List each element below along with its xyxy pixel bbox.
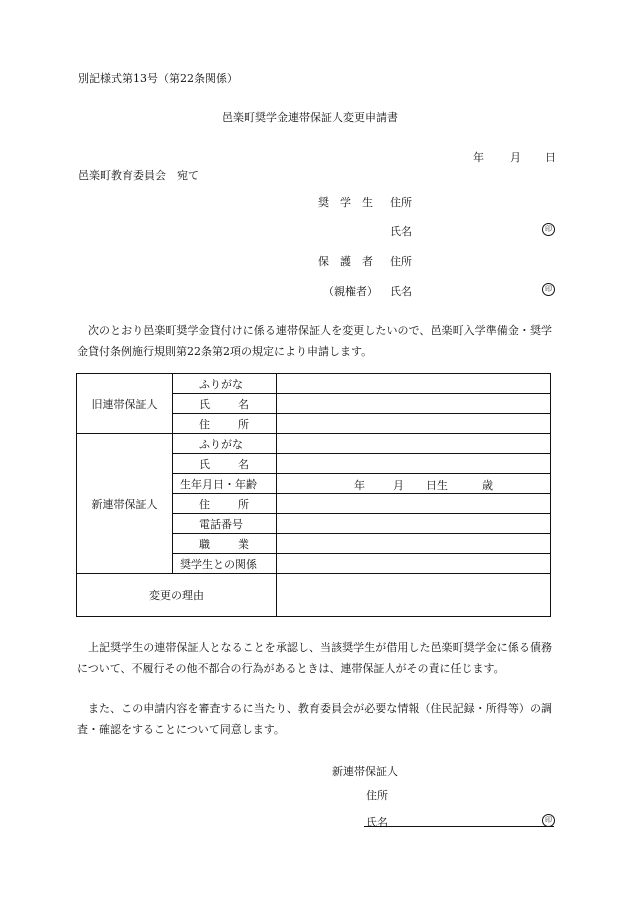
signature-address-label: 住所: [366, 789, 388, 802]
new-name-label: 氏 名: [173, 454, 277, 474]
student-seal-icon: 印: [542, 223, 555, 236]
intro-paragraph: 次のとおり邑楽町奨学金貸付けに係る連帯保証人を変更したいので、邑楽町入学準備金・奨学金貸付条例施行規則第22条第2項の規定により申請します。: [77, 324, 552, 358]
form-number: 別記様式第13号（第22条関係）: [78, 72, 238, 85]
date-year-label: 年: [473, 151, 484, 164]
reason-field[interactable]: [277, 574, 551, 617]
date-day-label: 日: [545, 151, 556, 164]
birth-month: 月: [393, 479, 404, 492]
new-occupation-label: 職 業: [173, 534, 277, 554]
birth-age: 歳: [482, 479, 493, 492]
old-name-label: 氏 名: [173, 394, 277, 414]
birth-year: 年: [354, 479, 365, 492]
new-phone-field[interactable]: [277, 514, 551, 534]
guarantor-table: [76, 373, 551, 617]
pledge-paragraph: 上記奨学生の連帯保証人となることを承認し、当該奨学生が借用した邑楽町奨学金に係る債務について、不履行その他不都合の行為があるときは、連帯保証人がその責に任じます。: [77, 641, 552, 675]
signature-name-label: 氏名: [366, 816, 388, 829]
new-phone-label: 電話番号: [173, 514, 277, 534]
new-address-field[interactable]: [277, 494, 551, 514]
old-furigana-field[interactable]: [277, 374, 551, 394]
new-birth-field[interactable]: [277, 474, 551, 494]
old-guarantor-label: 旧連帯保証人: [77, 374, 173, 434]
addressee: 邑楽町教育委員会 宛て: [78, 169, 199, 182]
signature-underline: [364, 826, 554, 827]
date-month-label: 月: [510, 151, 521, 164]
old-address-field[interactable]: [277, 414, 551, 434]
guardian-seal-icon: 印: [542, 283, 555, 296]
guardian-label: 保 護 者: [318, 255, 373, 268]
signature-seal-icon: 印: [542, 814, 555, 827]
new-occupation-field[interactable]: [277, 534, 551, 554]
old-address-label: 住 所: [173, 414, 277, 434]
birth-day: 日生: [426, 479, 448, 492]
consent-paragraph: また、この申請内容を審査するに当たり、教育委員会が必要な情報（住民記録・所得等）の調査・確認をすることについて同意します。: [77, 702, 552, 736]
new-relation-field[interactable]: [277, 554, 551, 574]
new-guarantor-label: 新連帯保証人: [77, 434, 173, 574]
new-relation-label: 奨学生との関係: [173, 554, 277, 574]
old-name-field[interactable]: [277, 394, 551, 414]
old-furigana-label: ふりがな: [173, 374, 277, 394]
document-title: 邑楽町奨学金連帯保証人変更申請書: [222, 111, 398, 124]
guardian-note: （親権者）: [323, 285, 378, 298]
student-address-label: 住所: [390, 196, 412, 209]
student-label: 奨 学 生: [318, 196, 373, 209]
new-furigana-label: ふりがな: [173, 434, 277, 454]
new-name-field[interactable]: [277, 454, 551, 474]
guardian-name-label: 氏名: [390, 285, 412, 298]
reason-label: 変更の理由: [77, 574, 277, 617]
student-name-label: 氏名: [390, 225, 412, 238]
new-address-label: 住 所: [173, 494, 277, 514]
new-furigana-field[interactable]: [277, 434, 551, 454]
guardian-address-label: 住所: [390, 255, 412, 268]
new-birth-label: 生年月日・年齢: [173, 474, 277, 494]
signature-label: 新連帯保証人: [332, 765, 398, 778]
